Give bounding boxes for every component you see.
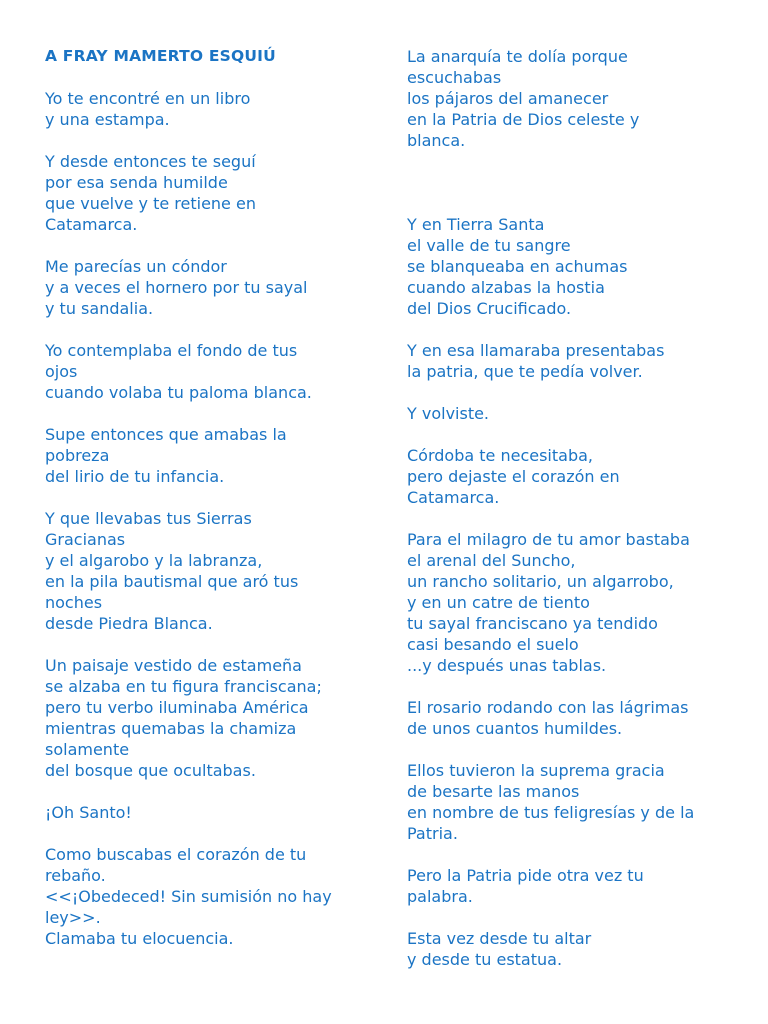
stanza xyxy=(45,256,375,319)
poem-line: el valle de tu sangre xyxy=(407,236,571,255)
poem-line: y tu sandalia. xyxy=(45,299,154,318)
poem-line: palabra. xyxy=(407,887,473,906)
stanza xyxy=(407,445,737,508)
poem-line: y en un catre de tiento xyxy=(407,593,590,612)
poem-line: cuando alzabas la hostia xyxy=(407,278,605,297)
poem-line: Gracianas xyxy=(45,530,126,549)
poem-line: Ellos tuvieron la suprema gracia xyxy=(407,761,665,780)
poem-line: el arenal del Suncho, xyxy=(407,551,576,570)
poem-line: Para el milagro de tu amor bastaba xyxy=(407,530,690,549)
poem-line: que vuelve y te retiene en xyxy=(45,194,256,213)
stanza xyxy=(45,424,375,487)
poem-line: casi besando el suelo xyxy=(407,635,579,654)
poem-line: de unos cuantos humildes. xyxy=(407,719,623,738)
poem-line: mientras quemabas la chamiza xyxy=(45,719,297,738)
poem-line: desde Piedra Blanca. xyxy=(45,614,213,633)
stanza xyxy=(407,760,737,844)
poem-title: A FRAY MAMERTO ESQUIÚ xyxy=(45,47,276,65)
poem-column-right xyxy=(407,46,737,991)
poem-column-left xyxy=(45,46,375,970)
stanza xyxy=(407,529,737,676)
poem-line: ...y después unas tablas. xyxy=(407,656,607,675)
poem-line: El rosario rodando con las lágrimas xyxy=(407,698,689,717)
poem-line: ley>>. xyxy=(45,908,101,927)
left-stanzas xyxy=(45,88,375,949)
poem-line: Un paisaje vestido de estameña xyxy=(45,656,302,675)
stanza xyxy=(45,88,375,130)
poem-line: Esta vez desde tu altar xyxy=(407,929,592,948)
stanza xyxy=(45,340,375,403)
poem-line: Como buscabas el corazón de tu xyxy=(45,845,307,864)
stanza xyxy=(407,214,737,319)
poem-line: La anarquía te dolía porque xyxy=(407,47,628,66)
poem-line: y el algarobo y la labranza, xyxy=(45,551,263,570)
poem-line: y desde tu estatua. xyxy=(407,950,563,969)
stanza xyxy=(407,928,737,970)
stanza xyxy=(407,865,737,907)
poem-line: Catamarca. xyxy=(45,215,138,234)
poem-line: Me parecías un cóndor xyxy=(45,257,227,276)
poem-line: la patria, que te pedía volver. xyxy=(407,362,643,381)
poem-line: Supe entonces que amabas la xyxy=(45,425,287,444)
poem-line: blanca. xyxy=(407,131,466,150)
poem-line: del bosque que ocultabas. xyxy=(45,761,256,780)
poem-line: pobreza xyxy=(45,446,110,465)
poem-line: Y en Tierra Santa xyxy=(407,215,545,234)
stanza xyxy=(407,403,737,424)
poem-line: del Dios Crucificado. xyxy=(407,299,572,318)
poem-line: en la pila bautismal que aró tus xyxy=(45,572,299,591)
poem-line: por esa senda humilde xyxy=(45,173,228,192)
poem-line: Clamaba tu elocuencia. xyxy=(45,929,234,948)
poem-line: del lirio de tu infancia. xyxy=(45,467,225,486)
stanza xyxy=(45,151,375,235)
poem-line: tu sayal franciscano ya tendido xyxy=(407,614,658,633)
right-stanzas xyxy=(407,46,737,970)
poem-line: Y en esa llamaraba presentabas xyxy=(407,341,665,360)
stanza xyxy=(407,697,737,739)
poem-line: en la Patria de Dios celeste y xyxy=(407,110,640,129)
stanza xyxy=(45,802,375,823)
poem-line: Córdoba te necesitaba, xyxy=(407,446,593,465)
stanza xyxy=(45,508,375,634)
poem-line: cuando volaba tu paloma blanca. xyxy=(45,383,312,402)
poem-line: y una estampa. xyxy=(45,110,170,129)
poem-line: se alzaba en tu figura franciscana; xyxy=(45,677,322,696)
poem-line: un rancho solitario, un algarrobo, xyxy=(407,572,674,591)
poem-line: Pero la Patria pide otra vez tu xyxy=(407,866,644,885)
stanza xyxy=(45,655,375,781)
poem-line: Y volviste. xyxy=(407,404,490,423)
poem-line: Y que llevabas tus Sierras xyxy=(45,509,252,528)
poem-line: Catamarca. xyxy=(407,488,500,507)
stanza xyxy=(407,340,737,382)
poem-line: escuchabas xyxy=(407,68,502,87)
stanza xyxy=(407,46,737,151)
poem-line: <<¡Obedeced! Sin sumisión no hay xyxy=(45,887,332,906)
poem-line: pero tu verbo iluminaba América xyxy=(45,698,309,717)
poem-line: ojos xyxy=(45,362,78,381)
poem-line: se blanqueaba en achumas xyxy=(407,257,628,276)
poem-line: rebaño. xyxy=(45,866,106,885)
poem-line: ¡Oh Santo! xyxy=(45,803,132,822)
poem-line: Patria. xyxy=(407,824,458,843)
poem-line: y a veces el hornero por tu sayal xyxy=(45,278,308,297)
poem-line: pero dejaste el corazón en xyxy=(407,467,620,486)
poem-line: de besarte las manos xyxy=(407,782,580,801)
poem-line: los pájaros del amanecer xyxy=(407,89,609,108)
poem-line: Y desde entonces te seguí xyxy=(45,152,256,171)
poem-line: solamente xyxy=(45,740,130,759)
stanza xyxy=(45,844,375,949)
poem-line: en nombre de tus feligresías y de la xyxy=(407,803,695,822)
poem-line: Yo te encontré en un libro xyxy=(45,89,251,108)
poem-line: noches xyxy=(45,593,103,612)
poem-line: Yo contemplaba el fondo de tus xyxy=(45,341,298,360)
